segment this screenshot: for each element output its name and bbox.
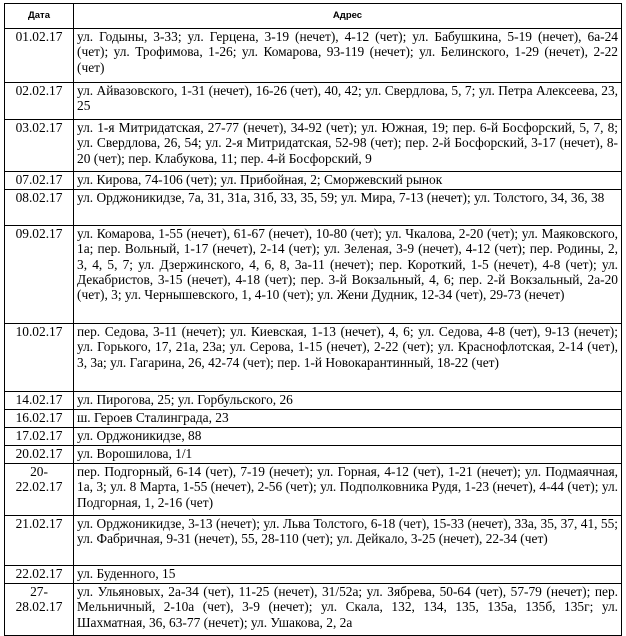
schedule-body: [5, 29, 622, 636]
table-row: [5, 29, 622, 83]
table-row: [5, 392, 622, 410]
table-row: [5, 410, 622, 428]
address-cell: ул. Орджоникидзе, 88: [74, 428, 622, 446]
date-cell: 21.02.17: [5, 516, 74, 566]
address-cell: ул. Ворошилова, 1/1: [74, 446, 622, 464]
table-row: [5, 120, 622, 172]
date-cell: 07.02.17: [5, 172, 74, 190]
address-cell: ул. Орджоникидзе, 7а, 31, 31а, 31б, 33, 35, 59; ул. Мира, 7-13 (нечет); ул. Толстого, 34, 36, 38: [74, 190, 622, 226]
date-cell: 10.02.17: [5, 324, 74, 392]
table-row: [5, 172, 622, 190]
address-cell: ул. Кирова, 74-106 (чет); ул. Прибойная, 2; Сморжевский рынок: [74, 172, 622, 190]
address-cell: ул. Комарова, 1-55 (нечет), 61-67 (нечет), 10-80 (чет); ул. Чкалова, 2-20 (чет); ул. Маяковского, 1а; пер. Вольный, 1-17 (нечет), 2-14 (чет); ул. Зеленая, 3-9 (нечет), 4-12 (чет); пер. Родины, 2, 3, 4, 5, 7; ул. Дзержинского, 4, 6, 8, 3а-11 (нечет); пер. Короткий, 1-5 (нечет), 4-8 (чет); ул. Декабристов, 3-15 (нечет), 4-18 (чет); пер. 3-й Вокзальный, 4, 6; пер. 2-й Вокзальный, 2а-20 (чет), 3; ул. Чернышевского, 1, 4-10 (чет); ул. Жени Дудник, 12-34 (чет), 29-73 (нечет): [74, 226, 622, 324]
table-row: [5, 446, 622, 464]
address-column-header: Адрес: [74, 4, 622, 29]
table-row: [5, 324, 622, 392]
table-row: [5, 83, 622, 120]
header-row: [5, 4, 622, 29]
date-cell: 08.02.17: [5, 190, 74, 226]
table-row: [5, 190, 622, 226]
date-cell: 20.02.17: [5, 446, 74, 464]
date-cell: 22.02.17: [5, 566, 74, 584]
address-cell: ул. Айвазовского, 1-31 (нечет), 16-26 (чет), 40, 42; ул. Свердлова, 5, 7; ул. Петра Алексеева, 23, 25: [74, 83, 622, 120]
address-cell: ул. Буденного, 15: [74, 566, 622, 584]
address-cell: пер. Седова, 3-11 (нечет); ул. Киевская, 1-13 (нечет), 4, 6; ул. Седова, 4-8 (чет), 9-13 (нечет); ул. Горького, 17, 21а, 23а; ул. Серова, 1-15 (нечет), 2-22 (чет); ул. Краснофлотская, 2-14 (чет), 3, 3а; ул. Гагарина, 26, 42-74 (чет); пер. 1-й Новокарантинный, 18-22 (чет): [74, 324, 622, 392]
address-cell: ул. Годыны, 3-33; ул. Герцена, 3-19 (нечет), 4-12 (чет); ул. Бабушкина, 5-19 (нечет), 6а-24 (чет); ул. Трофимова, 1-26; ул. Комарова, 93-119 (нечет); ул. Белинского, 1-29 (нечет), 2-22 (чет): [74, 29, 622, 83]
table-row: [5, 226, 622, 324]
date-column-header: Дата: [5, 4, 74, 29]
table-row: [5, 464, 622, 516]
address-cell: ул. Ульяновых, 2а-34 (чет), 11-25 (нечет), 31/52а; ул. Зябрева, 50-64 (чет), 57-79 (нечет); пер. Мельничный, 2-10а (чет), 3-9 (нечет); ул. Скала, 132, 134, 135, 135а, 135б, 135г; ул. Шахматная, 36, 63-77 (нечет); ул. Ушакова, 2, 2а: [74, 584, 622, 636]
address-cell: пер. Подгорный, 6-14 (чет), 7-19 (нечет); ул. Горная, 4-12 (чет), 1-21 (нечет); ул. Подмаячная, 1а, 3; ул. 8 Марта, 1-55 (нечет), 2-56 (чет); ул. Подполковника Рудя, 1-23 (нечет), 4-44 (чет); ул. Подгорная, 1, 2-16 (чет): [74, 464, 622, 516]
date-cell: 02.02.17: [5, 83, 74, 120]
date-cell: 27-28.02.17: [5, 584, 74, 636]
address-cell: ул. 1-я Митридатская, 27-77 (нечет), 34-92 (чет); ул. Южная, 19; пер. 6-й Босфорский, 5, 7, 8; ул. Свердлова, 26, 54; ул. 2-я Митридатская, 52-98 (чет); пер. 2-й Босфорский, 3-17 (нечет), 8-20 (чет); пер. Клабукова, 11; пер. 4-й Босфорский, 9: [74, 120, 622, 172]
table-row: [5, 428, 622, 446]
address-cell: ул. Орджоникидзе, 3-13 (нечет); ул. Льва Толстого, 6-18 (чет), 15-33 (нечет), 33а, 35, 37, 41, 55; ул. Фабричная, 9-31 (нечет), 55, 28-110 (чет); ул. Дейкало, 3-25 (нечет), 22-34 (чет): [74, 516, 622, 566]
table-row: [5, 516, 622, 566]
date-cell: 01.02.17: [5, 29, 74, 83]
date-cell: 09.02.17: [5, 226, 74, 324]
table-row: [5, 566, 622, 584]
date-cell: 14.02.17: [5, 392, 74, 410]
address-cell: ул. Пирогова, 25; ул. Горбульского, 26: [74, 392, 622, 410]
date-cell: 20-22.02.17: [5, 464, 74, 516]
date-cell: 17.02.17: [5, 428, 74, 446]
date-cell: 03.02.17: [5, 120, 74, 172]
table-row: [5, 584, 622, 636]
date-cell: 16.02.17: [5, 410, 74, 428]
schedule-table: [4, 3, 622, 636]
address-cell: ш. Героев Сталинграда, 23: [74, 410, 622, 428]
